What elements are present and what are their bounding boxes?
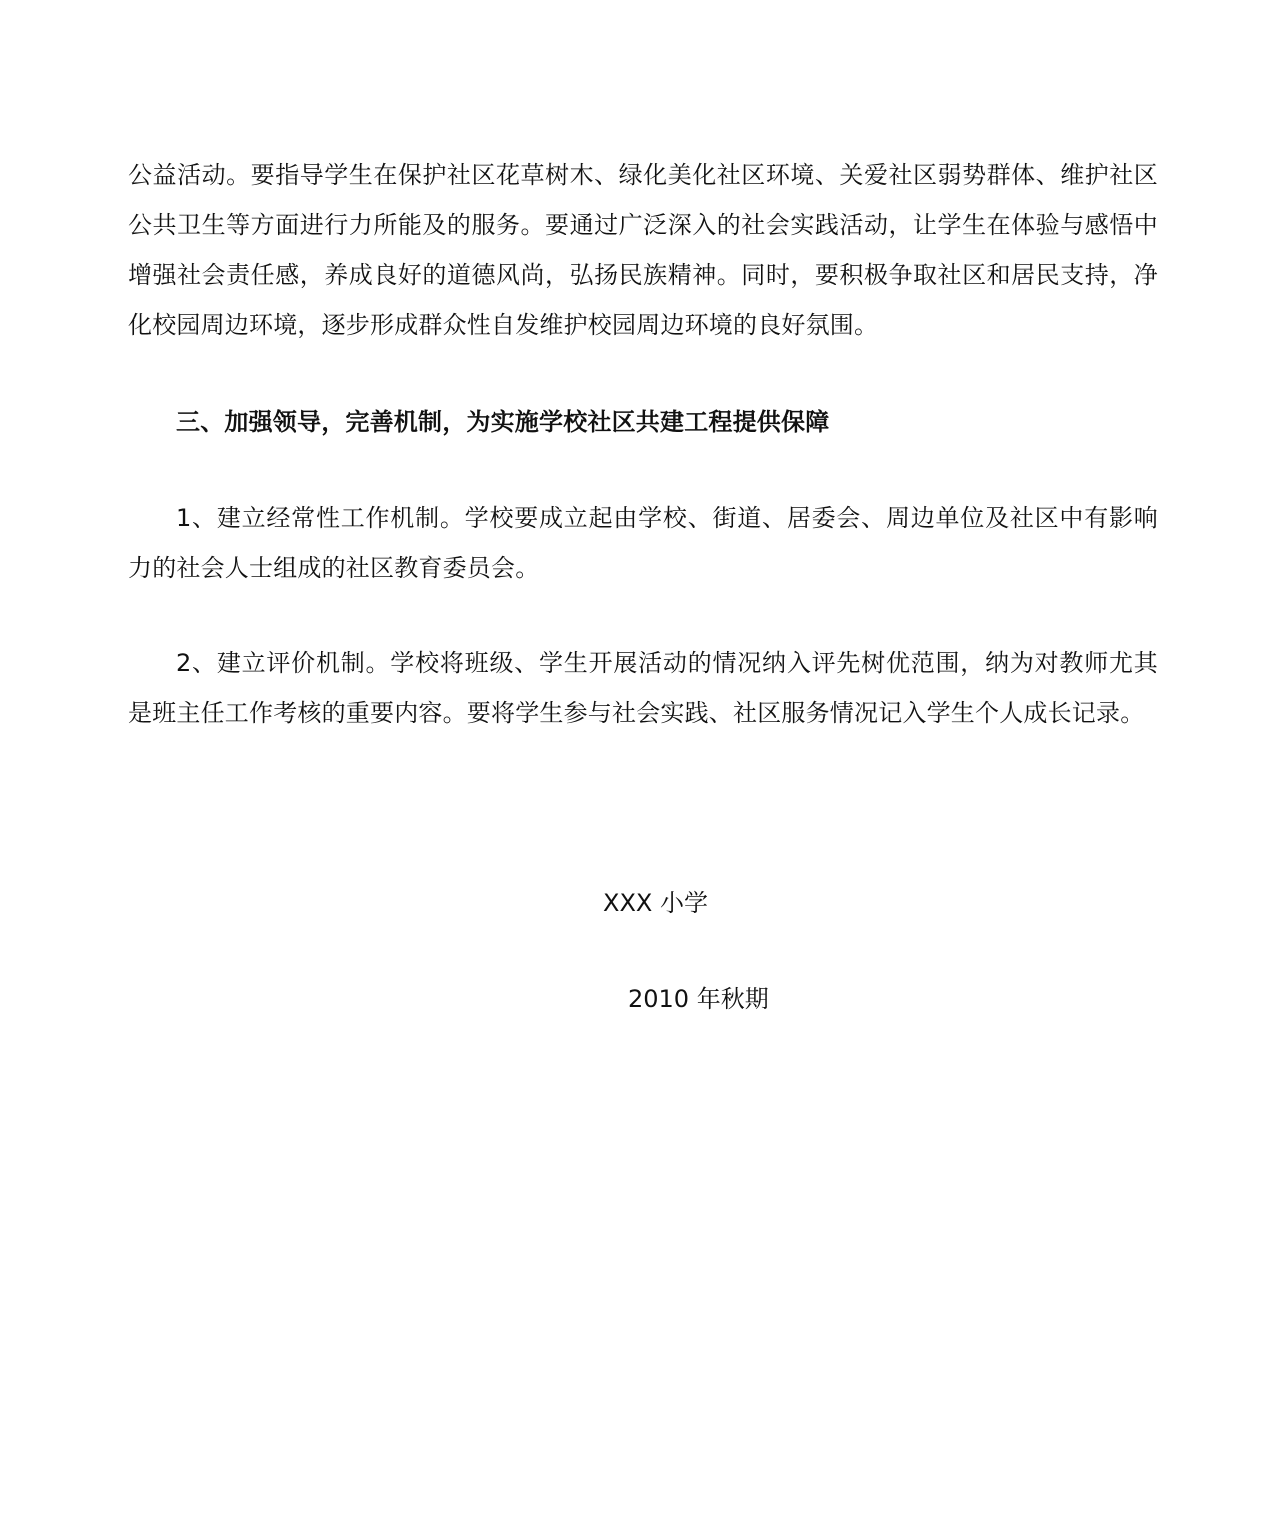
- body-paragraph: 公益活动。要指导学生在保护社区花草树木、绿化美化社区环境、关爱社区弱势群体、维护社区公共卫生等方面进行力所能及的服务。要通过广泛深入的社会实践活动，让学生在体验与感悟中增强社会责任感，养成良好的道德风尚，弘扬民族精神。同时，要积极争取社区和居民支持，净化校园周边环境，逐步形成群众性自发维护校园周边环境的良好氛围。: [128, 161, 1158, 339]
- list-item-2: 2、建立评价机制。学校将班级、学生开展活动的情况纳入评先树优范围，纳为对教师尤其是班主任工作考核的重要内容。要将学生参与社会实践、社区服务情况记入学生个人成长记录。: [128, 649, 1158, 727]
- signature-school: XXX 小学: [603, 889, 708, 917]
- list-item-1: 1、建立经常性工作机制。学校要成立起由学校、街道、居委会、周边单位及社区中有影响力的社会人士组成的社区教育委员会。: [128, 504, 1158, 582]
- section-heading: 三、加强领导，完善机制，为实施学校社区共建工程提供保障: [176, 408, 830, 436]
- signature-date: 2010 年秋期: [628, 985, 769, 1013]
